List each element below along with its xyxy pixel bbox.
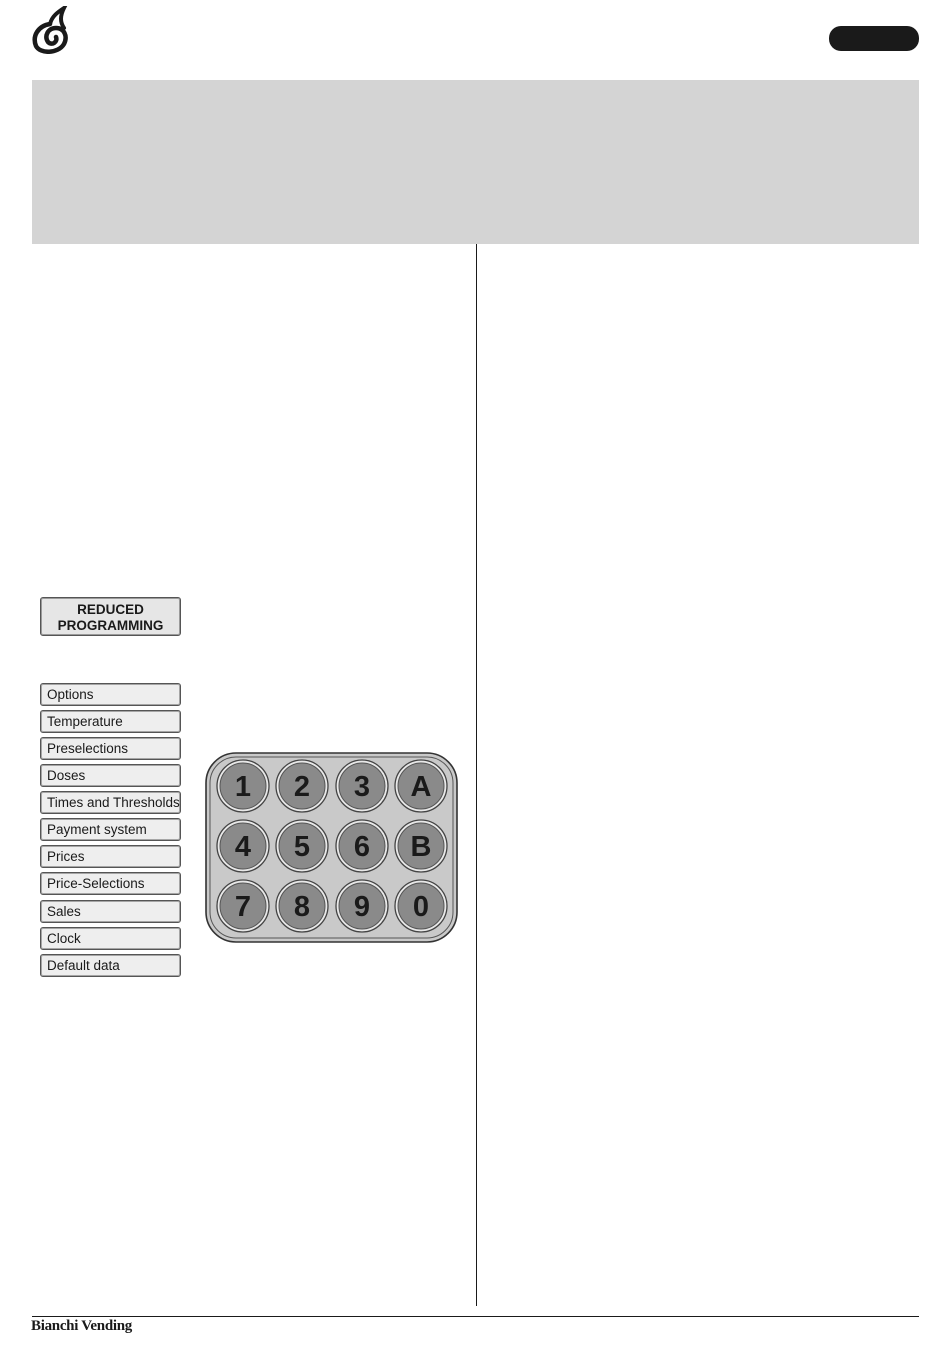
- key-label: 7: [234, 891, 252, 923]
- key-label: 2: [293, 771, 311, 803]
- menu-item[interactable]: Clock: [40, 927, 181, 950]
- menu-item[interactable]: Prices: [40, 845, 181, 868]
- key-label: 4: [234, 831, 252, 863]
- menu-item[interactable]: Default data: [40, 954, 181, 977]
- key-label: 3: [353, 771, 371, 803]
- header-banner: [32, 80, 919, 244]
- key-label: 0: [412, 891, 430, 923]
- brand-name: Bianchi Vending: [31, 1318, 132, 1334]
- key-label: 8: [293, 891, 311, 923]
- menu-item[interactable]: Sales: [40, 900, 181, 923]
- key-label: 1: [234, 771, 252, 803]
- menu-item[interactable]: Price-Selections: [40, 872, 181, 895]
- menu-item[interactable]: Temperature: [40, 710, 181, 733]
- menu-header-line-1: REDUCED: [77, 602, 144, 617]
- flame-swirl-logo-icon: [30, 6, 72, 54]
- menu-header: [40, 597, 181, 636]
- menu-header-line-2: PROGRAMMING: [57, 618, 164, 633]
- menu-item[interactable]: Options: [40, 683, 181, 706]
- section-tab: [829, 26, 919, 51]
- menu-item[interactable]: Payment system: [40, 818, 181, 841]
- footer-rule: [32, 1316, 919, 1317]
- key-label: B: [410, 831, 432, 863]
- menu-item[interactable]: Preselections: [40, 737, 181, 760]
- key-label: A: [410, 771, 432, 803]
- key-label: 5: [293, 831, 311, 863]
- menu-item[interactable]: Doses: [40, 764, 181, 787]
- key-label: 9: [353, 891, 371, 923]
- reduced-programming-menu: [40, 597, 181, 973]
- key-label: 6: [353, 831, 371, 863]
- column-divider: [476, 244, 477, 1306]
- keypad: [204, 751, 459, 944]
- menu-item[interactable]: Times and Thresholds: [40, 791, 181, 814]
